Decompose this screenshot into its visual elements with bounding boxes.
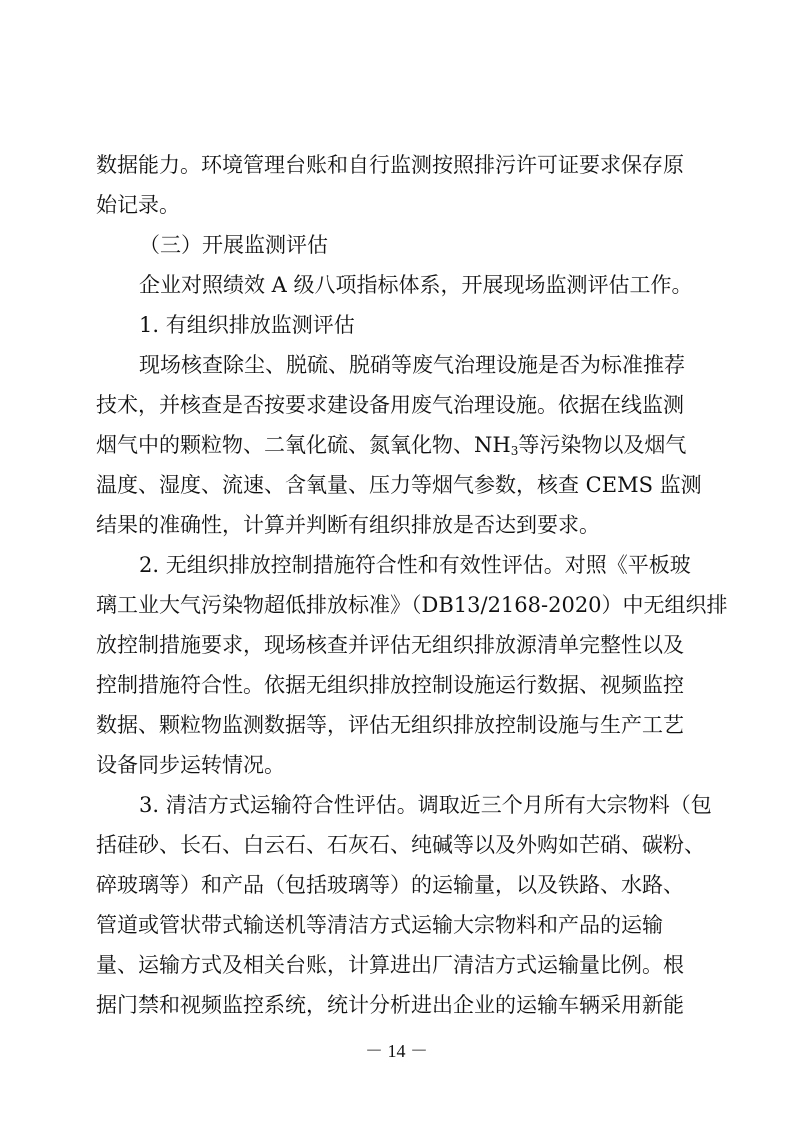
- subsection-heading: 1. 有组织排放监测评估: [139, 313, 355, 337]
- body-text-line: 控制措施符合性。依据无组织排放控制设施运行数据、视频监控: [96, 673, 684, 697]
- body-text-line: 始记录。: [96, 193, 180, 217]
- section-heading: （三）开展监测评估: [139, 233, 328, 257]
- body-text-line: [96, 435, 686, 457]
- body-text-line: 量、运输方式及相关台账，计算进出厂清洁方式运输量比例。根: [96, 953, 684, 977]
- body-text-line: 企业对照绩效 A 级八项指标体系，开展现场监测评估工作。: [139, 273, 693, 297]
- body-text-line: 温度、湿度、流速、含氧量、压力等烟气参数，核查 CEMS 监测: [96, 473, 702, 497]
- body-text-line: 数据、颗粒物监测数据等，评估无组织排放控制设施与生产工艺: [96, 713, 684, 737]
- body-text-line: 据门禁和视频监控系统，统计分析进出企业的运输车辆采用新能: [96, 993, 684, 1017]
- body-text-segment: 等污染物以及烟气: [518, 433, 687, 457]
- body-text-line: 放控制措施要求，现场核查并评估无组织排放源清单完整性以及: [96, 633, 684, 657]
- body-text-segment: 烟气中的颗粒物、二氧化硫、氮氧化物、NH: [96, 433, 511, 457]
- body-text-line: 括硅砂、长石、白云石、石灰石、纯碱等以及外购如芒硝、碳粉、: [96, 833, 705, 857]
- body-text-line: 现场核查除尘、脱硫、脱硝等废气治理设施是否为标准推荐: [139, 353, 685, 377]
- body-text-line: 数据能力。环境管理台账和自行监测按照排污许可证要求保存原: [96, 153, 684, 177]
- body-text-line: 技术，并核查是否按要求建设备用废气治理设施。依据在线监测: [96, 393, 684, 417]
- body-text-line: 璃工业大气污染物超低排放标准》（DB13/2168-2020）中无组织排: [96, 593, 728, 617]
- subscript-text: 3: [510, 444, 519, 458]
- body-text-line: 结果的准确性，计算并判断有组织排放是否达到要求。: [96, 513, 600, 537]
- body-text-line: 碎玻璃等）和产品（包括玻璃等）的运输量，以及铁路、水路、: [96, 873, 684, 897]
- body-text-line: 管道或管状带式输送机等清洁方式运输大宗物料和产品的运输: [96, 913, 663, 937]
- body-text-line: 设备同步运转情况。: [96, 753, 285, 777]
- body-text-line: 3. 清洁方式运输符合性评估。调取近三个月所有大宗物料（包: [139, 793, 712, 817]
- page-number: － 14 －: [365, 1041, 428, 1061]
- body-text-line: 2. 无组织排放控制措施符合性和有效性评估。对照《平板玻: [139, 553, 691, 577]
